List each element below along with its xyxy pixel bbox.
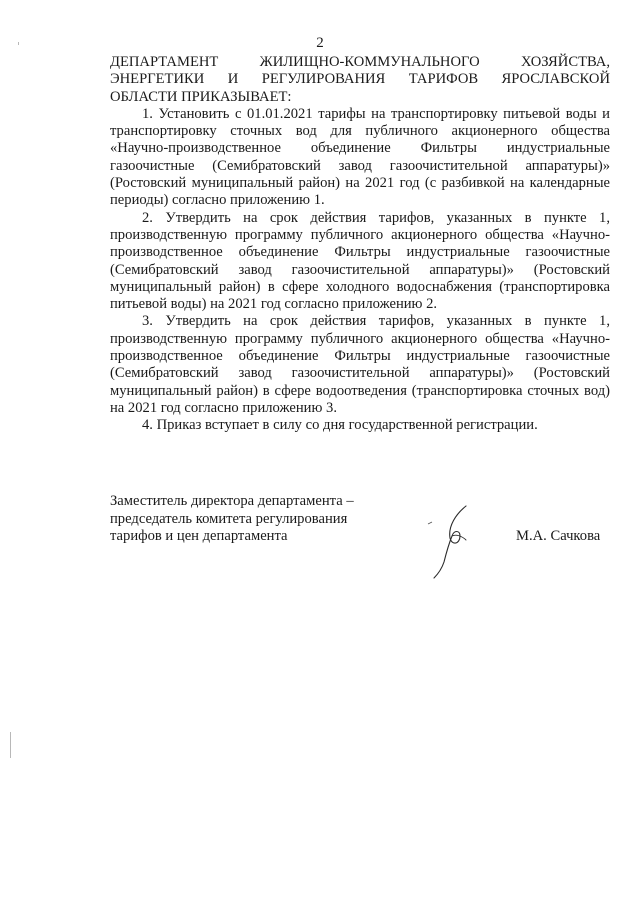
order-heading [110,54,610,106]
signatory-position [110,493,354,546]
heading-line-3: ОБЛАСТИ ПРИКАЗЫВАЕТ: [110,88,292,105]
order-body [110,54,610,435]
order-item-1: 1. Установить с 01.01.2021 тарифы на транспортировку питьевой воды и транспортировку сточных вод для публичного акционерного общества «Научно-производственное объединение Фильтры индустриальные газоочистные (Семибратовский завод газоочистительной аппаратуры)» (Ростовский муниципальный район) на 2021 год (с разбивкой на календарные периоды) согласно приложению 1. [110,105,610,209]
order-item-2: 2. Утвердить на срок действия тарифов, указанных в пункте 1, производственную программу публичного акционерного общества «Научно-производственное объединение Фильтры индустриальные газоочистные (Семибратовский завод газоочистительной аппаратуры)» (Ростовский муниципальный район) в сфере холодного водоснабжения (транспортировка питьевой воды) на 2021 год согласно приложению 2. [110,209,610,313]
signatory-name: М.А. Сачкова [516,528,601,544]
position-line-1: Заместитель директора департамента – [110,493,354,509]
position-line-2: председатель комитета регулирования [110,510,348,527]
position-line-3: тарифов и цен департамента [110,528,288,544]
heading-line-1: ДЕПАРТАМЕНТ ЖИЛИЩНО-КОММУНАЛЬНОГО ХОЗЯЙСТВА, [110,54,610,70]
page-number: 2 [316,35,324,51]
order-item-3: 3. Утвердить на срок действия тарифов, указанных в пункте 1, производственную программу публичного акционерного общества «Научно-производственное объединение Фильтры индустриальные газоочистные (Семибратовский завод газоочистительной аппаратуры)» (Ростовский муниципальный район) в сфере водоотведения (транспортировка сточных вод) на 2021 год согласно приложению 3. [110,313,610,416]
scan-margin-mark [10,732,11,758]
heading-line-2: ЭНЕРГЕТИКИ И РЕГУЛИРОВАНИЯ ТАРИФОВ ЯРОСЛАВСКОЙ [110,71,610,88]
scan-margin-mark [18,42,19,45]
order-item-4: 4. Приказ вступает в силу со дня государственной регистрации. [142,417,538,434]
handwritten-signature-icon [426,500,490,580]
